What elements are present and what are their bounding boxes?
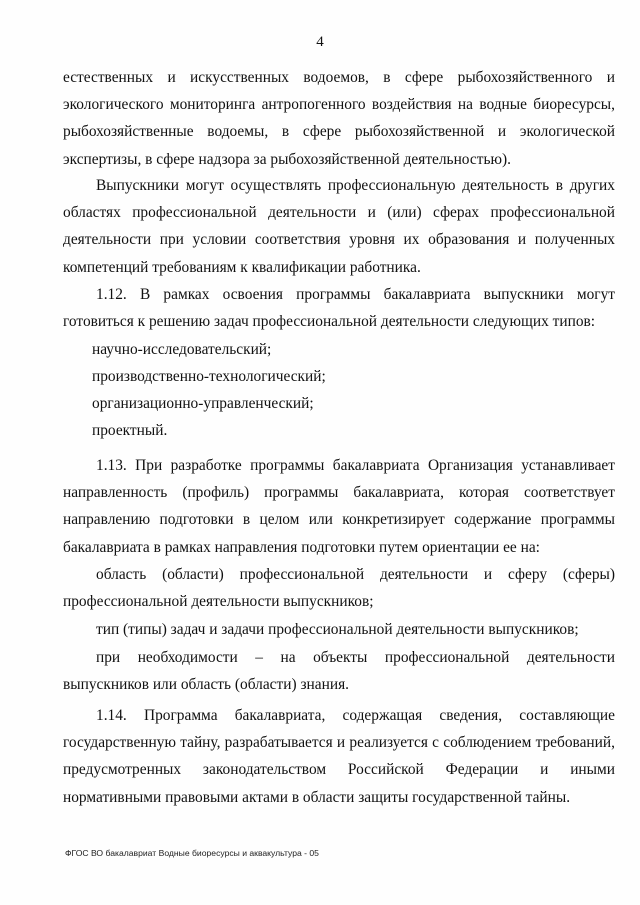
paragraph-1-13-task-types: тип (типы) задач и задачи профессиональной деятельности выпускников; <box>96 621 579 638</box>
paragraph-1-13: 1.13. При разработке программы бакалавриата Организация устанавливает направленность (профиль) программы бакалавриата, которая соответствует направлению подготовки в целом или конкретизирует содержание программы бакалавриата в рамках направления подготовки путем ориентации ее на: <box>63 457 615 556</box>
list-item-task-type-research: научно-исследовательский; <box>92 341 272 358</box>
paragraph-1-13-objects: при необходимости – на объекты профессиональной деятельности выпускников или область (области) знания. <box>63 649 615 694</box>
paragraph-1-12: 1.12. В рамках освоения программы бакалавриата выпускники могут готовиться к решению задач профессиональной деятельности следующих типов: <box>63 286 615 331</box>
paragraph-1-14: 1.14. Программа бакалавриата, содержащая сведения, составляющие государственную тайну, разрабатывается и реализуется с соблюдением требований, предусмотренных законодательством Российской Федерации и иными нормативными правовыми актами в области защиты государственной тайны. <box>63 707 615 806</box>
document-footer: ФГОС ВО бакалавриат Водные биоресурсы и аквакультура - 05 <box>65 848 319 858</box>
page-number: 4 <box>316 34 324 50</box>
paragraph-continuation: естественных и искусственных водоемов, в сфере рыбохозяйственного и экологического мониторинга антропогенного воздействия на водные биоресурсы, рыбохозяйственные водоемы, в сфере рыбохозяйственной и экологической экспертизы, в сфере надзора за рыбохозяйственной деятельностью). <box>63 69 615 168</box>
list-item-task-type-management: организационно-управленческий; <box>92 395 314 412</box>
paragraph-1-13-area: область (области) профессиональной деятельности и сферу (сферы) профессиональной деятельности выпускников; <box>63 566 615 611</box>
list-item-task-type-production: производственно-технологический; <box>92 368 326 385</box>
list-item-task-type-project: проектный. <box>92 422 168 439</box>
paragraph-graduates-other-areas: Выпускники могут осуществлять профессиональную деятельность в других областях профессиональной деятельности и (или) сферах профессиональной деятельности при условии соответствия уровня их образования и полученных компетенций требованиям к квалификации работника. <box>63 177 615 276</box>
